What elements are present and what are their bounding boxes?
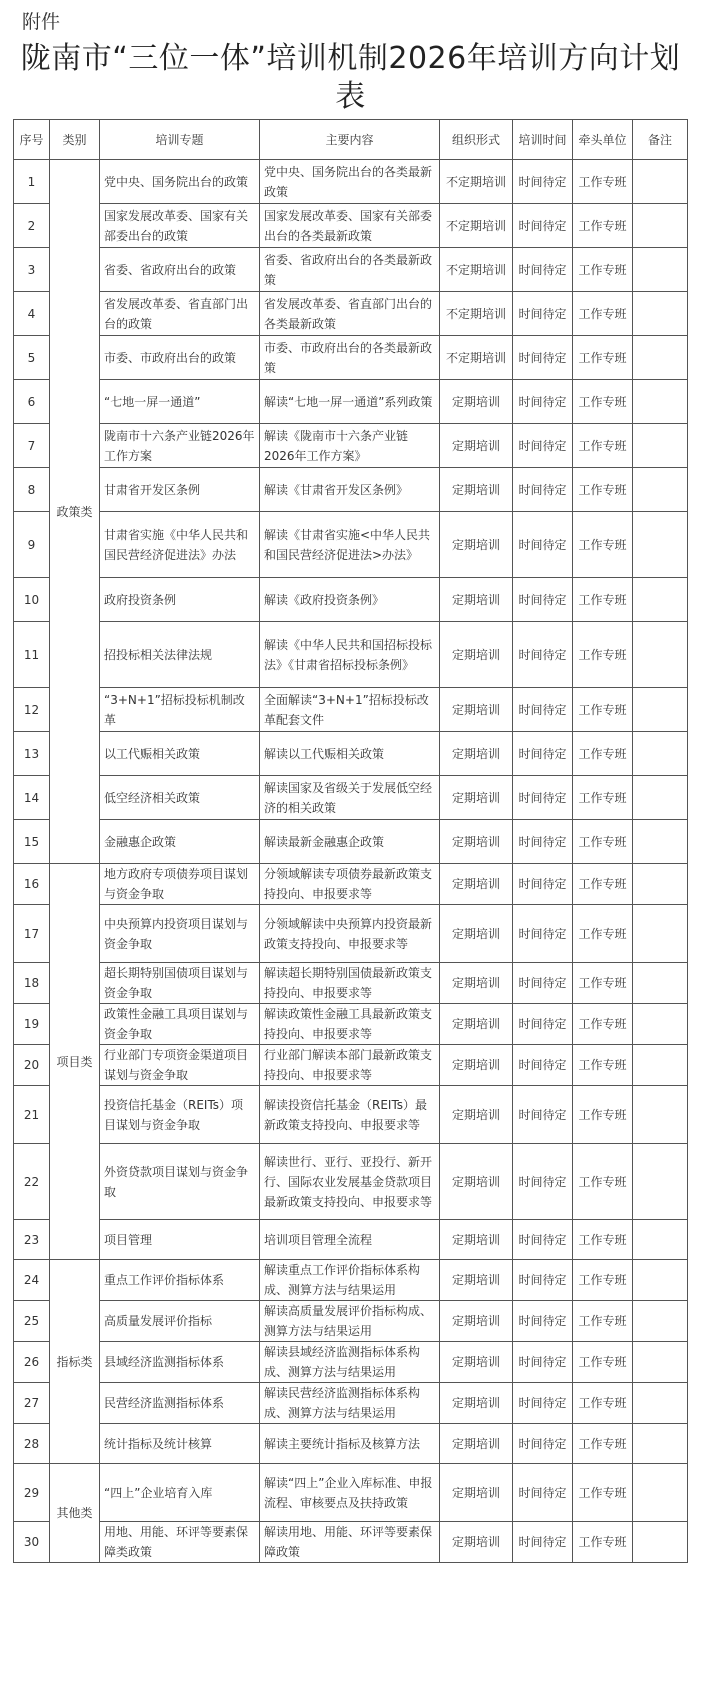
table-row [14,776,688,820]
time-cell: 时间待定 [513,1424,573,1464]
attachment-label: 附件 [22,11,61,33]
table-row [14,820,688,864]
header-note: 备注 [633,120,688,160]
form-cell: 定期培训 [440,1144,513,1220]
row-number: 26 [14,1342,50,1383]
table-row [14,512,688,578]
header-category: 类别 [50,120,100,160]
time-cell: 时间待定 [513,424,573,468]
form-cell: 定期培训 [440,1383,513,1424]
time-cell: 时间待定 [513,820,573,864]
time-cell: 时间待定 [513,292,573,336]
table-row [14,1464,688,1522]
row-number: 29 [14,1464,50,1522]
note-cell [633,1004,688,1045]
content-cell: 全面解读“3+N+1”招标投标改革配套文件 [260,688,440,732]
form-cell: 定期培训 [440,1424,513,1464]
lead-unit-cell: 工作专班 [573,864,633,905]
form-cell: 不定期培训 [440,204,513,248]
row-number: 24 [14,1260,50,1301]
table-row [14,622,688,688]
row-number: 15 [14,820,50,864]
time-cell: 时间待定 [513,688,573,732]
topic-cell: “七地一屏一通道” [100,380,260,424]
table-row [14,424,688,468]
topic-cell: 低空经济相关政策 [100,776,260,820]
time-cell: 时间待定 [513,1342,573,1383]
time-cell: 时间待定 [513,1464,573,1522]
content-cell: 解读投资信托基金（REITs）最新政策支持投向、申报要求等 [260,1086,440,1144]
lead-unit-cell: 工作专班 [573,1464,633,1522]
content-cell: 解读《甘肃省开发区条例》 [260,468,440,512]
row-number: 8 [14,468,50,512]
form-cell: 定期培训 [440,1086,513,1144]
time-cell: 时间待定 [513,1144,573,1220]
time-cell: 时间待定 [513,1004,573,1045]
content-cell: 解读超长期特别国债最新政策支持投向、申报要求等 [260,963,440,1004]
form-cell: 定期培训 [440,468,513,512]
note-cell [633,204,688,248]
note-cell [633,424,688,468]
row-number: 12 [14,688,50,732]
content-cell: 解读高质量发展评价指标构成、测算方法与结果运用 [260,1301,440,1342]
table-row [14,1004,688,1045]
header-form: 组织形式 [440,120,513,160]
topic-cell: 地方政府专项债券项目谋划与资金争取 [100,864,260,905]
header-content: 主要内容 [260,120,440,160]
time-cell: 时间待定 [513,622,573,688]
time-cell: 时间待定 [513,578,573,622]
table-row [14,963,688,1004]
row-number: 27 [14,1383,50,1424]
table-row [14,864,688,905]
note-cell [633,1220,688,1260]
row-number: 14 [14,776,50,820]
table-row [14,380,688,424]
lead-unit-cell: 工作专班 [573,1342,633,1383]
lead-unit-cell: 工作专班 [573,963,633,1004]
time-cell: 时间待定 [513,963,573,1004]
lead-unit-cell: 工作专班 [573,1144,633,1220]
content-cell: 解读以工代赈相关政策 [260,732,440,776]
header-lead-unit: 牵头单位 [573,120,633,160]
content-cell: 市委、市政府出台的各类最新政策 [260,336,440,380]
table-row [14,578,688,622]
category-cell: 项目类 [50,864,100,1260]
note-cell [633,468,688,512]
note-cell [633,1424,688,1464]
row-number: 25 [14,1301,50,1342]
note-cell [633,688,688,732]
note-cell [633,622,688,688]
topic-cell: 甘肃省实施《中华人民共和国民营经济促进法》办法 [100,512,260,578]
table-row [14,336,688,380]
row-number: 7 [14,424,50,468]
table-row [14,732,688,776]
table-row [14,1383,688,1424]
note-cell [633,820,688,864]
topic-cell: 政策性金融工具项目谋划与资金争取 [100,1004,260,1045]
content-cell: 分领域解读专项债券最新政策支持投向、申报要求等 [260,864,440,905]
table-row [14,1086,688,1144]
row-number: 6 [14,380,50,424]
row-number: 3 [14,248,50,292]
row-number: 4 [14,292,50,336]
form-cell: 定期培训 [440,622,513,688]
topic-cell: 高质量发展评价指标 [100,1301,260,1342]
topic-cell: 重点工作评价指标体系 [100,1260,260,1301]
form-cell: 不定期培训 [440,336,513,380]
form-cell: 定期培训 [440,1301,513,1342]
lead-unit-cell: 工作专班 [573,1522,633,1563]
table-row [14,248,688,292]
time-cell: 时间待定 [513,204,573,248]
content-cell: 解读国家及省级关于发展低空经济的相关政策 [260,776,440,820]
time-cell: 时间待定 [513,512,573,578]
time-cell: 时间待定 [513,1220,573,1260]
lead-unit-cell: 工作专班 [573,1220,633,1260]
topic-cell: 外资贷款项目谋划与资金争取 [100,1144,260,1220]
content-cell: 解读《中华人民共和国招标投标法》《甘肃省招标投标条例》 [260,622,440,688]
form-cell: 不定期培训 [440,248,513,292]
lead-unit-cell: 工作专班 [573,732,633,776]
time-cell: 时间待定 [513,1383,573,1424]
training-plan-table [13,119,688,1563]
topic-cell: 金融惠企政策 [100,820,260,864]
header-topic: 培训专题 [100,120,260,160]
time-cell: 时间待定 [513,1086,573,1144]
row-number: 18 [14,963,50,1004]
topic-cell: “3+N+1”招标投标机制改革 [100,688,260,732]
lead-unit-cell: 工作专班 [573,160,633,204]
form-cell: 定期培训 [440,380,513,424]
topic-cell: 甘肃省开发区条例 [100,468,260,512]
note-cell [633,905,688,963]
time-cell: 时间待定 [513,1260,573,1301]
row-number: 21 [14,1086,50,1144]
form-cell: 定期培训 [440,1522,513,1563]
content-cell: 解读《陇南市十六条产业链2026年工作方案》 [260,424,440,468]
content-cell: 解读《甘肃省实施<中华人民共和国民营经济促进法>办法》 [260,512,440,578]
time-cell: 时间待定 [513,1522,573,1563]
topic-cell: 投资信托基金（REITs）项目谋划与资金争取 [100,1086,260,1144]
row-number: 11 [14,622,50,688]
header-no: 序号 [14,120,50,160]
row-number: 23 [14,1220,50,1260]
row-number: 1 [14,160,50,204]
content-cell: 解读重点工作评价指标体系构成、测算方法与结果运用 [260,1260,440,1301]
topic-cell: 省发展改革委、省直部门出台的政策 [100,292,260,336]
lead-unit-cell: 工作专班 [573,578,633,622]
lead-unit-cell: 工作专班 [573,1383,633,1424]
content-cell: 解读“七地一屏一通道”系列政策 [260,380,440,424]
table-row [14,1260,688,1301]
lead-unit-cell: 工作专班 [573,468,633,512]
content-cell: 解读民营经济监测指标体系构成、测算方法与结果运用 [260,1383,440,1424]
content-cell: 解读“四上”企业入库标准、申报流程、审核要点及扶持政策 [260,1464,440,1522]
content-cell: 解读政策性金融工具最新政策支持投向、申报要求等 [260,1004,440,1045]
note-cell [633,1464,688,1522]
form-cell: 定期培训 [440,424,513,468]
lead-unit-cell: 工作专班 [573,688,633,732]
table-row [14,1220,688,1260]
note-cell [633,1086,688,1144]
category-cell: 指标类 [50,1260,100,1464]
row-number: 2 [14,204,50,248]
content-cell: 分领域解读中央预算内投资最新政策支持投向、申报要求等 [260,905,440,963]
table-row [14,1522,688,1563]
time-cell: 时间待定 [513,1301,573,1342]
form-cell: 不定期培训 [440,292,513,336]
time-cell: 时间待定 [513,732,573,776]
lead-unit-cell: 工作专班 [573,1260,633,1301]
topic-cell: 省委、省政府出台的政策 [100,248,260,292]
form-cell: 定期培训 [440,776,513,820]
topic-cell: 国家发展改革委、国家有关部委出台的政策 [100,204,260,248]
row-number: 5 [14,336,50,380]
lead-unit-cell: 工作专班 [573,1301,633,1342]
time-cell: 时间待定 [513,864,573,905]
form-cell: 定期培训 [440,1004,513,1045]
time-cell: 时间待定 [513,905,573,963]
content-cell: 解读最新金融惠企政策 [260,820,440,864]
content-cell: 省委、省政府出台的各类最新政策 [260,248,440,292]
form-cell: 定期培训 [440,1260,513,1301]
form-cell: 定期培训 [440,905,513,963]
lead-unit-cell: 工作专班 [573,336,633,380]
lead-unit-cell: 工作专班 [573,1045,633,1086]
table-body [14,160,688,1563]
content-cell: 解读用地、用能、环评等要素保障政策 [260,1522,440,1563]
content-cell: 培训项目管理全流程 [260,1220,440,1260]
topic-cell: 陇南市十六条产业链2026年工作方案 [100,424,260,468]
form-cell: 定期培训 [440,578,513,622]
topic-cell: 统计指标及统计核算 [100,1424,260,1464]
row-number: 22 [14,1144,50,1220]
form-cell: 定期培训 [440,1045,513,1086]
note-cell [633,776,688,820]
row-number: 20 [14,1045,50,1086]
content-cell: 党中央、国务院出台的各类最新政策 [260,160,440,204]
form-cell: 定期培训 [440,512,513,578]
note-cell [633,1045,688,1086]
form-cell: 定期培训 [440,820,513,864]
header-time: 培训时间 [513,120,573,160]
topic-cell: 中央预算内投资项目谋划与资金争取 [100,905,260,963]
note-cell [633,1301,688,1342]
lead-unit-cell: 工作专班 [573,1424,633,1464]
table-row [14,292,688,336]
note-cell [633,1260,688,1301]
content-cell: 解读主要统计指标及核算方法 [260,1424,440,1464]
time-cell: 时间待定 [513,1045,573,1086]
note-cell [633,1342,688,1383]
category-cell: 其他类 [50,1464,100,1563]
note-cell [633,963,688,1004]
content-cell: 国家发展改革委、国家有关部委出台的各类最新政策 [260,204,440,248]
form-cell: 定期培训 [440,1220,513,1260]
form-cell: 定期培训 [440,963,513,1004]
topic-cell: 项目管理 [100,1220,260,1260]
topic-cell: 县域经济监测指标体系 [100,1342,260,1383]
time-cell: 时间待定 [513,776,573,820]
table-row [14,688,688,732]
lead-unit-cell: 工作专班 [573,905,633,963]
table-row [14,1045,688,1086]
content-cell: 省发展改革委、省直部门出台的各类最新政策 [260,292,440,336]
table-row [14,160,688,204]
content-cell: 行业部门解读本部门最新政策支持投向、申报要求等 [260,1045,440,1086]
form-cell: 定期培训 [440,864,513,905]
note-cell [633,160,688,204]
table-row [14,1424,688,1464]
row-number: 10 [14,578,50,622]
row-number: 28 [14,1424,50,1464]
lead-unit-cell: 工作专班 [573,776,633,820]
content-cell: 解读县域经济监测指标体系构成、测算方法与结果运用 [260,1342,440,1383]
time-cell: 时间待定 [513,380,573,424]
lead-unit-cell: 工作专班 [573,292,633,336]
topic-cell: 用地、用能、环评等要素保障类政策 [100,1522,260,1563]
table-row [14,1301,688,1342]
note-cell [633,248,688,292]
table-row [14,905,688,963]
note-cell [633,732,688,776]
lead-unit-cell: 工作专班 [573,380,633,424]
table-row [14,1342,688,1383]
row-number: 30 [14,1522,50,1563]
form-cell: 定期培训 [440,1464,513,1522]
lead-unit-cell: 工作专班 [573,512,633,578]
note-cell [633,336,688,380]
note-cell [633,1144,688,1220]
topic-cell: 党中央、国务院出台的政策 [100,160,260,204]
form-cell: 不定期培训 [440,160,513,204]
time-cell: 时间待定 [513,468,573,512]
form-cell: 定期培训 [440,732,513,776]
category-cell: 政策类 [50,160,100,864]
table-row [14,204,688,248]
content-cell: 解读《政府投资条例》 [260,578,440,622]
topic-cell: 超长期特别国债项目谋划与资金争取 [100,963,260,1004]
lead-unit-cell: 工作专班 [573,248,633,292]
form-cell: 定期培训 [440,1342,513,1383]
lead-unit-cell: 工作专班 [573,1004,633,1045]
topic-cell: 政府投资条例 [100,578,260,622]
table-row [14,1144,688,1220]
topic-cell: 行业部门专项资金渠道项目谋划与资金争取 [100,1045,260,1086]
row-number: 19 [14,1004,50,1045]
time-cell: 时间待定 [513,248,573,292]
topic-cell: 以工代赈相关政策 [100,732,260,776]
row-number: 16 [14,864,50,905]
note-cell [633,864,688,905]
lead-unit-cell: 工作专班 [573,1086,633,1144]
topic-cell: “四上”企业培育入库 [100,1464,260,1522]
note-cell [633,578,688,622]
note-cell [633,1383,688,1424]
time-cell: 时间待定 [513,336,573,380]
content-cell: 解读世行、亚行、亚投行、新开行、国际农业发展基金贷款项目最新政策支持投向、申报要求等 [260,1144,440,1220]
lead-unit-cell: 工作专班 [573,424,633,468]
row-number: 9 [14,512,50,578]
time-cell: 时间待定 [513,160,573,204]
form-cell: 定期培训 [440,688,513,732]
lead-unit-cell: 工作专班 [573,820,633,864]
table-row [14,468,688,512]
lead-unit-cell: 工作专班 [573,204,633,248]
note-cell [633,1522,688,1563]
note-cell [633,292,688,336]
note-cell [633,380,688,424]
document-title: 陇南市“三位一体”培训机制2026年培训方向计划表 [20,41,681,114]
table-header-row [14,120,688,160]
topic-cell: 招投标相关法律法规 [100,622,260,688]
topic-cell: 民营经济监测指标体系 [100,1383,260,1424]
row-number: 13 [14,732,50,776]
topic-cell: 市委、市政府出台的政策 [100,336,260,380]
note-cell [633,512,688,578]
row-number: 17 [14,905,50,963]
lead-unit-cell: 工作专班 [573,622,633,688]
